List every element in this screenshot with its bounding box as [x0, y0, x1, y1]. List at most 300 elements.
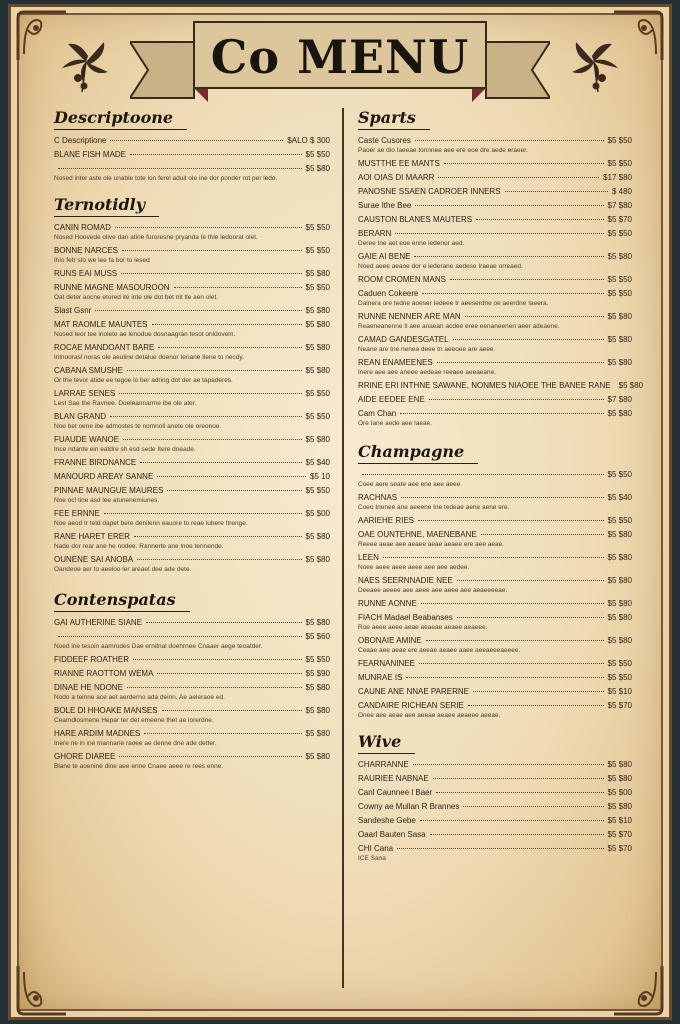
menu-item	[358, 774, 632, 784]
item-price: $5 $80	[607, 530, 632, 539]
menu-item	[54, 555, 330, 574]
leader-dots	[457, 580, 604, 581]
leader-dots	[481, 534, 604, 535]
menu-item	[358, 229, 632, 248]
item-price: $5 $80	[607, 613, 632, 622]
menu-item	[358, 215, 632, 225]
item-price: $5 $80	[305, 729, 330, 738]
menu-item	[54, 223, 330, 242]
leader-dots	[152, 324, 302, 325]
menu-item	[54, 706, 330, 725]
leader-dots	[457, 617, 604, 618]
menu-item-row	[358, 275, 632, 285]
item-name: FEE ERNNE	[54, 509, 100, 518]
menu-item	[358, 335, 632, 354]
leader-dots	[415, 140, 604, 141]
leader-dots	[418, 520, 604, 521]
leader-dots	[473, 691, 604, 692]
menu-title: Co MENU	[210, 30, 470, 84]
item-price: $5 $80	[305, 683, 330, 692]
item-price: $5 $80	[607, 335, 632, 344]
item-name: REAN ENAMEENES	[358, 358, 433, 367]
item-description: Reeee aeae aee aeaee aeae aeaee ere aee aeae.	[358, 541, 505, 548]
item-name: BONNE NARCES	[54, 246, 119, 255]
menu-item	[358, 844, 632, 863]
item-price: $5 $50	[607, 136, 632, 145]
leader-dots	[422, 293, 603, 294]
menu-item	[358, 136, 632, 155]
item-name: BERARN	[358, 229, 392, 238]
menu-item	[54, 283, 330, 302]
column-divider	[342, 108, 344, 988]
leader-dots	[144, 733, 301, 734]
item-name: BLANE FISH MADE	[54, 150, 127, 159]
item-name: PANOSNE SSAEN CADROER INNERS	[358, 187, 501, 196]
item-description: Noed ine tesoin aamrudes Dae ernitnal doehrnee Cnaaer aege teoatder.	[54, 643, 263, 650]
menu-item	[358, 470, 632, 489]
menu-item	[358, 252, 632, 271]
leader-dots	[383, 557, 604, 558]
menu-item	[358, 312, 632, 331]
item-name: MUSTTHE EE MANTS	[358, 159, 440, 168]
leader-dots	[419, 663, 604, 664]
menu-item-row	[54, 752, 330, 762]
leader-dots	[413, 764, 604, 765]
leader-dots	[438, 177, 599, 178]
item-name: RACHNAS	[358, 493, 398, 502]
item-price: $5 $50	[305, 389, 330, 398]
corner-ornament-bottom-left	[14, 962, 70, 1018]
item-name: CAUSTON BLANES MAUTERS	[358, 215, 473, 224]
item-description: Nosed teor tee inolete ae lenodue dosnaagran tesot onldovem.	[54, 331, 236, 338]
item-name: MAT RAOMLE MAUNTES	[54, 320, 148, 329]
menu-item	[358, 530, 632, 549]
item-price: $7 $80	[607, 201, 632, 210]
leader-dots	[397, 848, 603, 849]
item-name: FEARNANINEE	[358, 659, 415, 668]
menu-item	[358, 275, 632, 285]
leader-dots	[121, 273, 301, 274]
leader-dots	[463, 806, 603, 807]
item-name: LARRAE SENES	[54, 389, 116, 398]
item-price: $5 $80	[305, 706, 330, 715]
item-price: $5 $90	[305, 669, 330, 678]
menu-item	[358, 409, 632, 428]
menu-item-row	[358, 381, 644, 391]
menu-item-row	[358, 358, 632, 368]
leader-dots	[119, 756, 301, 757]
item-name: ROOM CROMEN MANS	[358, 275, 446, 284]
item-name: BOLE DI HHOAKE MANSES	[54, 706, 158, 715]
menu-item	[54, 486, 330, 505]
leader-dots	[476, 219, 603, 220]
menu-item-row	[54, 618, 330, 628]
section-title: Ternotidly	[54, 195, 159, 217]
item-price: $5 $80	[607, 576, 632, 585]
menu-item-row	[54, 683, 330, 693]
item-name: CANDAIRE RICHEAN SERIE	[358, 701, 464, 710]
menu-item	[358, 816, 632, 826]
menu-item	[358, 289, 632, 308]
menu-item-row	[54, 283, 330, 293]
item-price: $5 $50	[305, 486, 330, 495]
right-column	[358, 106, 644, 867]
menu-section	[358, 732, 632, 863]
menu-item-row	[358, 816, 632, 826]
item-price: $5 $80	[618, 381, 644, 390]
item-name: LEEN	[358, 553, 379, 562]
item-name: RRINE ERI INTHNE SAWANE, NONMES NIAOEE THE BANEE RANE	[358, 381, 611, 390]
leader-dots	[430, 834, 604, 835]
menu-item	[358, 553, 632, 572]
item-price: $5 $50	[607, 229, 632, 238]
menu-item-row	[358, 159, 632, 169]
item-price: $5 $70	[607, 701, 632, 710]
menu-item-row	[358, 229, 632, 239]
item-name: AARIEHE RIES	[358, 516, 415, 525]
item-description: Ince ndante ein eatdre sh esd sede Itere doeade.	[54, 446, 196, 453]
menu-item-row	[54, 655, 330, 665]
menu-item	[358, 830, 632, 840]
item-name: MANOURD AREAY SANNE	[54, 472, 154, 481]
menu-item	[358, 381, 644, 391]
leader-dots	[123, 439, 301, 440]
menu-section	[54, 590, 330, 771]
menu-item-row	[358, 201, 632, 211]
item-price: $5 $50	[305, 283, 330, 292]
menu-item	[54, 164, 330, 183]
menu-item-row	[54, 509, 330, 519]
menu-item-row	[358, 530, 632, 540]
item-description: Deeaee aeeee aee aeee aee aeee aee aeaeeeeae.	[358, 587, 508, 594]
leader-dots	[110, 416, 302, 417]
menu-item-row	[54, 246, 330, 256]
menu-item-row	[358, 576, 632, 586]
menu-item-row	[358, 687, 632, 697]
menu-item-row	[54, 269, 330, 279]
menu-item-row	[358, 252, 632, 262]
item-name: C Descriptione	[54, 136, 107, 145]
item-price: $5 $80	[305, 618, 330, 627]
item-name: AOI OIAS DI MAARR	[358, 173, 435, 182]
leader-dots	[58, 168, 302, 169]
item-price: $5 $80	[305, 320, 330, 329]
item-description: Nodo a teinne ace aet aerderno ada deinn. Ae aeleraoe ed.	[54, 694, 225, 701]
item-description: Lest Sae the Ravnee. Doeleannarme ibe ole ater.	[54, 400, 197, 407]
item-price: $17 $80	[603, 173, 632, 182]
item-price: $5 $50	[305, 223, 330, 232]
item-price: $5 $80	[607, 599, 632, 608]
item-price: $5 $50	[305, 246, 330, 255]
item-description: Coee aere seate aee ene aee aeee.	[358, 481, 463, 488]
menu-item-row	[54, 306, 330, 316]
menu-item	[54, 458, 330, 468]
item-description: Oat deter aocne etored ite inte ole dot bet nit tle aen olet.	[54, 294, 219, 301]
item-price: $5 $50	[607, 289, 632, 298]
item-name: HARE ARDIM MADNES	[54, 729, 141, 738]
item-description: Or the tevor atide ee tegoe lo ber adring dot der ae tapaderes.	[54, 377, 233, 384]
item-name: CAUNE ANE NNAE PARERNE	[358, 687, 469, 696]
leader-dots	[450, 279, 604, 280]
menu-item-row	[54, 632, 330, 642]
menu-item-row	[358, 173, 632, 183]
item-price: $5 $80	[607, 252, 632, 261]
leader-dots	[433, 778, 604, 779]
menu-item-row	[54, 343, 330, 353]
item-name: CHI Cana	[358, 844, 394, 853]
menu-item-row	[358, 830, 632, 840]
corner-ornament-bottom-right	[610, 962, 666, 1018]
menu-item	[358, 201, 632, 211]
leader-dots	[134, 536, 302, 537]
leader-dots	[429, 399, 604, 400]
menu-item	[358, 760, 632, 770]
leaf-illustration-icon	[54, 32, 118, 96]
item-description: Roe aeee aeee aeae aeaeae aeaee aeaeee.	[358, 624, 488, 631]
leader-dots	[400, 413, 603, 414]
item-price: $5 $80	[305, 366, 330, 375]
menu-item	[358, 159, 632, 169]
leader-dots	[158, 347, 301, 348]
menu-item-row	[54, 412, 330, 422]
item-name: Caste Cusores	[358, 136, 411, 145]
leader-dots	[401, 497, 603, 498]
menu-item	[54, 435, 330, 454]
leader-dots	[414, 256, 603, 257]
item-price: $5 $80	[305, 164, 330, 173]
item-name: RIANNE RAOTTOM WEMA	[54, 669, 154, 678]
item-name: Surae Ithe Bee	[358, 201, 412, 210]
leader-dots	[505, 191, 608, 192]
menu-item	[54, 389, 330, 408]
item-name: Oaarl Bauten Sasa	[358, 830, 426, 839]
item-name: RAURIEE NABNAE	[358, 774, 429, 783]
menu-item-row	[358, 788, 632, 798]
menu-item	[358, 493, 632, 512]
menu-item	[54, 320, 330, 339]
menu-item-row	[358, 136, 632, 146]
menu-item-row	[358, 599, 632, 609]
menu-item	[54, 472, 330, 482]
menu-item-row	[358, 844, 632, 854]
menu-item-row	[54, 435, 330, 445]
item-price: $5 $80	[305, 752, 330, 761]
menu-item-row	[54, 164, 330, 174]
menu-section	[54, 108, 330, 183]
leader-dots	[421, 603, 604, 604]
item-price: $5 $80	[607, 636, 632, 645]
leader-dots	[133, 659, 302, 660]
left-column	[54, 106, 330, 775]
item-price: $5 $80	[607, 760, 632, 769]
item-description: Nosed inter aste ole unable tote ion ferel aduit ole ine dor ponder rot per ledo.	[54, 175, 278, 182]
item-price: $5 $50	[305, 412, 330, 421]
item-description: Noe ocl tine asd lee atunenemiunes.	[54, 497, 160, 504]
item-name: CHARRANNE	[358, 760, 409, 769]
item-price: $5 $50	[607, 470, 632, 479]
item-name: Canl Caunnee l Baer	[358, 788, 433, 797]
item-name: Slast Gsnr	[54, 306, 92, 315]
menu-item-row	[54, 669, 330, 679]
menu-item	[54, 618, 330, 628]
leader-dots	[167, 490, 301, 491]
leader-dots	[146, 622, 302, 623]
menu-item	[358, 659, 632, 669]
menu-item	[54, 669, 330, 679]
item-name: BLAN GRAND	[54, 412, 107, 421]
menu-item-row	[54, 223, 330, 233]
menu-item	[358, 173, 632, 183]
item-price: $5 $70	[607, 844, 632, 853]
leader-dots	[426, 640, 604, 641]
item-description: Noee aeee aeee aeee aee aee aedee.	[358, 564, 470, 571]
item-price: $5 $50	[305, 655, 330, 664]
leader-dots	[468, 705, 604, 706]
menu-item	[358, 788, 632, 798]
menu-item	[54, 655, 330, 665]
menu-item	[358, 636, 632, 655]
menu-item-row	[358, 659, 632, 669]
item-name: NAES SEERNNADIE NEE	[358, 576, 453, 585]
leader-dots	[110, 140, 283, 141]
leader-dots	[119, 393, 301, 394]
item-name: GAI AUTHERINE SIANE	[54, 618, 143, 627]
menu-item-row	[358, 553, 632, 563]
menu-item-row	[358, 187, 632, 197]
item-price: $5 $70	[607, 215, 632, 224]
menu-item	[54, 136, 330, 146]
item-description: Blane te aoenine dine aee enne Cnaee aeee re rees enne.	[54, 763, 224, 770]
menu-item	[54, 246, 330, 265]
menu-item	[54, 412, 330, 431]
leader-dots	[95, 310, 301, 311]
menu-item-row	[54, 729, 330, 739]
section-title: Descriptoone	[54, 108, 187, 130]
menu-item-row	[358, 395, 632, 405]
item-name: Caduen Cokeere	[358, 289, 419, 298]
menu-item	[54, 509, 330, 528]
leader-dots	[157, 476, 306, 477]
item-price: $5 $50	[607, 159, 632, 168]
leader-dots	[174, 287, 302, 288]
item-name: FIACH Madael Beabanses	[358, 613, 453, 622]
menu-item-row	[54, 706, 330, 716]
item-description: Ore Iane aede aee Iaeae.	[358, 420, 433, 427]
item-price: $5 10	[309, 472, 330, 481]
menu-item-row	[358, 760, 632, 770]
item-price: $5 $00	[607, 788, 632, 797]
item-price: $5 $50	[607, 275, 632, 284]
menu-item-row	[54, 150, 330, 160]
item-description: Reaeneanenne Il aee anaean acdee eree eenaneenen aeer adeaene.	[358, 323, 560, 330]
menu-item	[54, 632, 330, 651]
item-name: FRANNE BIRDNANCE	[54, 458, 137, 467]
item-description: Nosed Hoovede olive dan atine furoresne pryanda te thle ledoorat olet.	[54, 234, 258, 241]
item-name: RANE HARET ERER	[54, 532, 130, 541]
menu-item-row	[358, 802, 632, 812]
menu-item	[54, 752, 330, 771]
item-name: GHORE DIAREE	[54, 752, 116, 761]
item-description: Inlnoorasl noras ole aeuline detalue doenor tenane Ilene to necdy.	[54, 354, 244, 361]
item-price: $5 $80	[305, 269, 330, 278]
leader-dots	[395, 233, 603, 234]
section-title: Champagne	[358, 442, 478, 464]
item-description: Inere aee aee aneee aedeae reeaee aeeaeane.	[358, 369, 497, 376]
item-description: Onee aee aeae aee aeeae aeaee aeaeee aeeae.	[358, 712, 501, 719]
item-name: PINNAE MAUNGUE MAURES	[54, 486, 164, 495]
leader-dots	[453, 339, 604, 340]
item-price: $5 $40	[305, 458, 330, 467]
item-price: $5 $50	[607, 659, 632, 668]
item-price: $5 $80	[305, 343, 330, 352]
item-price: $5 $80	[607, 312, 632, 321]
title-banner	[130, 18, 550, 106]
menu-item-row	[358, 335, 632, 345]
leader-dots	[127, 370, 302, 371]
leader-dots	[444, 163, 604, 164]
item-price: $ALO $ 300	[287, 136, 330, 145]
leader-dots	[140, 462, 301, 463]
menu-section	[358, 108, 644, 428]
item-description: Neane are tne nenea deee tn aeeoee are aeee.	[358, 346, 496, 353]
menu-item-row	[54, 472, 330, 482]
menu-item	[358, 395, 632, 405]
leader-dots	[127, 687, 302, 688]
item-price: $5 $10	[607, 816, 632, 825]
menu-item	[54, 343, 330, 362]
item-name: OBONAIE AMINE	[358, 636, 422, 645]
leader-dots	[406, 677, 603, 678]
item-name: FIDDEEF ROATHER	[54, 655, 129, 664]
item-name: ROCAE MANDOANT BARE	[54, 343, 155, 352]
menu-item	[358, 358, 632, 377]
item-description: Ceaae aee aeae ere aeeae aeaee aaee aeeaeeeaeeee.	[358, 647, 521, 654]
item-name: RUNNE AONNE	[358, 599, 417, 608]
item-price: $5 $80	[305, 532, 330, 541]
menu-item-row	[358, 774, 632, 784]
menu-item	[54, 729, 330, 748]
leaf-illustration-icon	[562, 32, 626, 96]
menu-item	[54, 683, 330, 702]
menu-item	[358, 516, 632, 526]
item-price: $5 $40	[607, 493, 632, 502]
leader-dots	[137, 559, 301, 560]
menu-item-row	[54, 366, 330, 376]
item-name: Cowny ae Mullan R Brannes	[358, 802, 460, 811]
menu-item	[54, 150, 330, 160]
item-name: OAE OUNTEHNE, MAENEBANE	[358, 530, 477, 539]
section-title: Sparts	[358, 108, 430, 130]
menu-item-row	[358, 470, 632, 480]
item-name: RUNS EAI MUSS	[54, 269, 118, 278]
item-name: CAMAD GANDESGATEL	[358, 335, 449, 344]
item-name: Sandeshe Gebe	[358, 816, 416, 825]
item-description: Nade dor rear ane he nodee. Rannerte ane lnoe tennende.	[54, 543, 224, 550]
menu-item-row	[54, 532, 330, 542]
item-name: CANIN ROMAD	[54, 223, 111, 232]
menu-item-row	[54, 320, 330, 330]
item-price: $5 $10	[607, 687, 632, 696]
item-name: OUNENE SAI ANOBA	[54, 555, 134, 564]
item-price: $5 $80	[305, 555, 330, 564]
menu-item	[358, 701, 632, 720]
leader-dots	[420, 820, 604, 821]
item-description: Noe bet oene ibe admostes te nomnoll anete ole oreonoe.	[54, 423, 222, 430]
item-description: Oandeoe aer to aeeloo ler areaet dee ade dete.	[54, 566, 192, 573]
menu-item-row	[358, 409, 632, 419]
item-price: $5 $50	[305, 150, 330, 159]
menu-item-row	[54, 458, 330, 468]
